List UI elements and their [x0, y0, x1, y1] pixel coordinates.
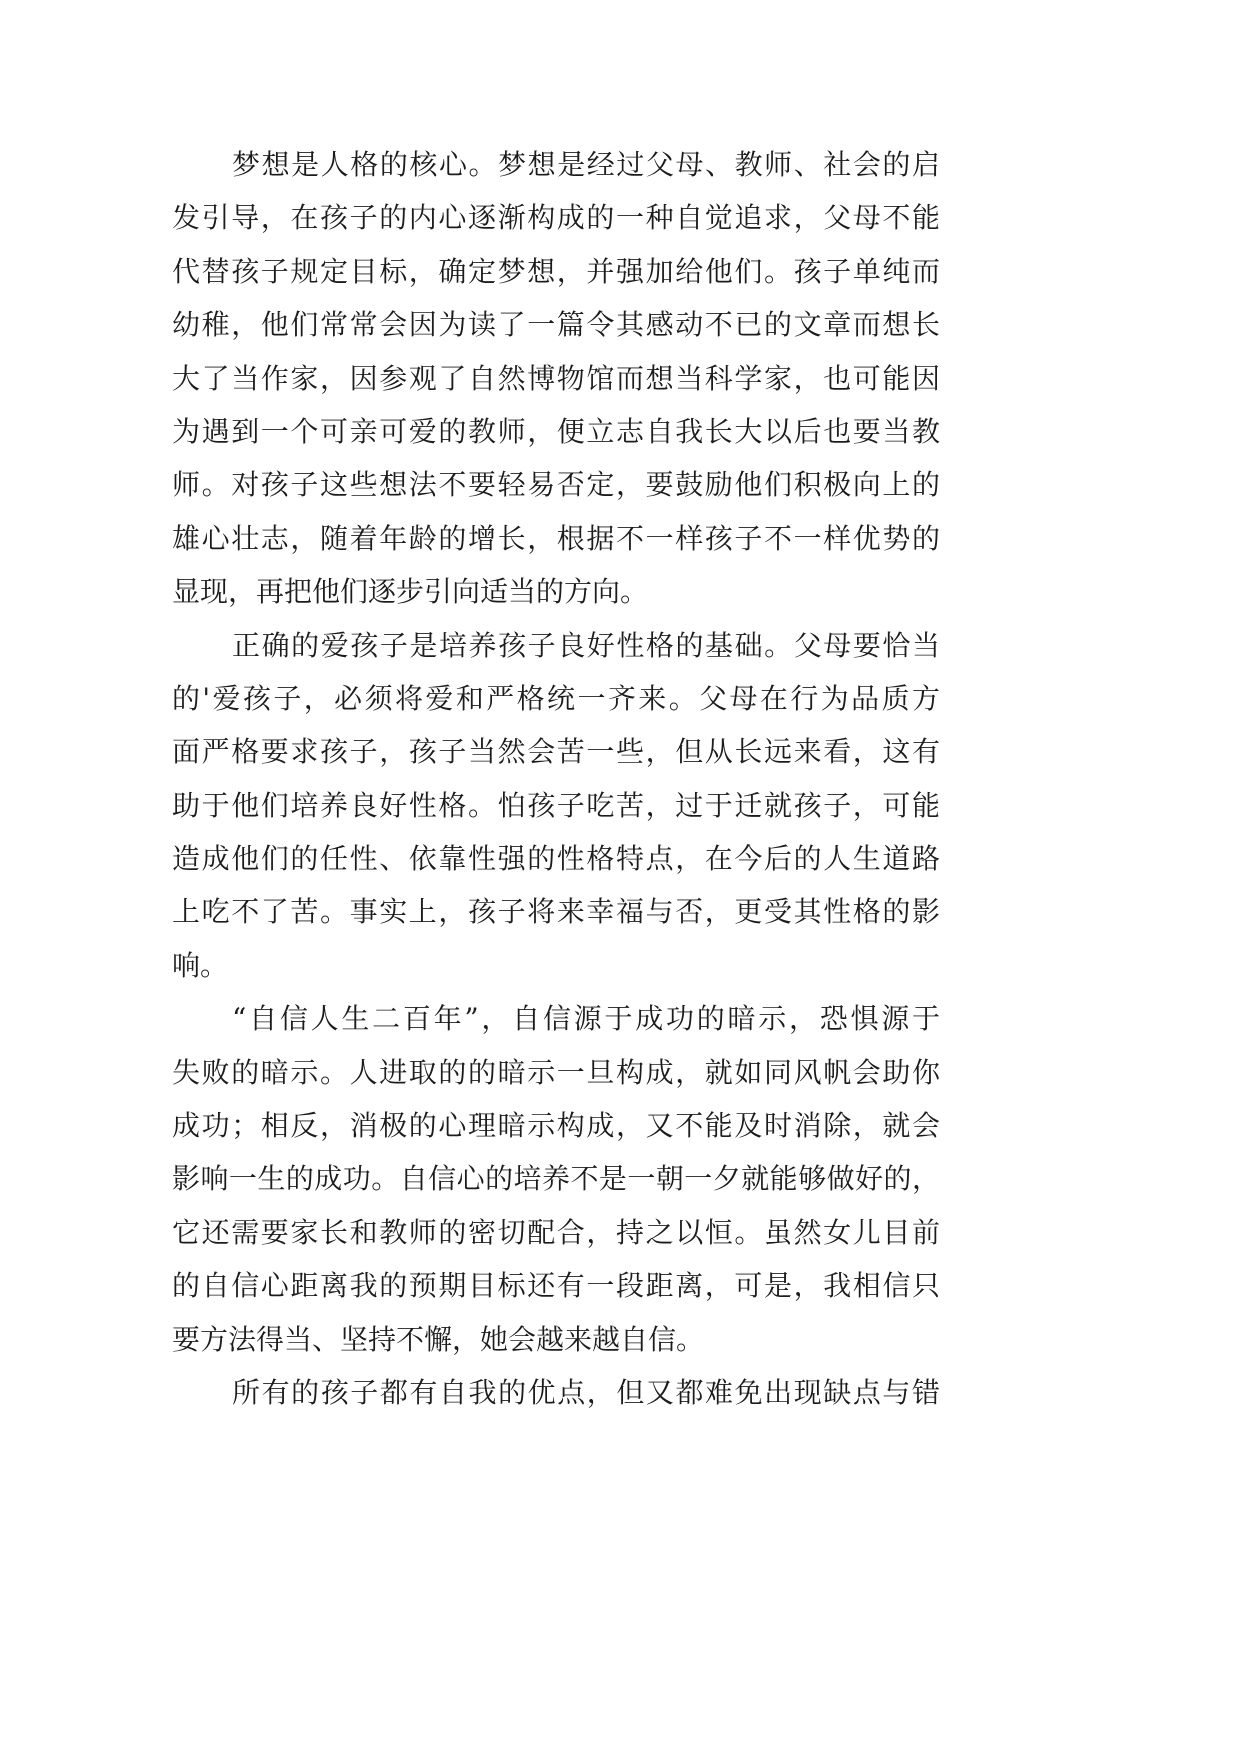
text-line: 代替孩子规定目标，确定梦想，并强加给他们。孩子单纯而 [172, 254, 940, 288]
text-line: 它还需要家长和教师的密切配合，持之以恒。虽然女儿目前 [172, 1215, 940, 1249]
text-line: 的自信心距离我的预期目标还有一段距离，可是，我相信只 [172, 1269, 940, 1303]
text-line: 影响一生的成功。自信心的培养不是一朝一夕就能够做好的， [172, 1162, 940, 1196]
text-line: 显现，再把他们逐步引向适当的方向。 [172, 575, 649, 609]
text-line: 大了当作家，因参观了自然博物馆而想当科学家，也可能因 [172, 361, 940, 395]
paragraph-strengths [172, 1366, 940, 1419]
text-line: 的'爱孩子，必须将爱和严格统一齐来。父母在行为品质方 [172, 681, 940, 715]
text-line: 上吃不了苦。事实上，孩子将来幸福与否，更受其性格的影 [172, 895, 940, 929]
paragraph-dream [172, 138, 940, 619]
text-line: 助于他们培养良好性格。怕孩子吃苦，过于迁就孩子，可能 [172, 788, 940, 822]
text-line: 梦想是人格的核心。梦想是经过父母、教师、社会的启 [232, 148, 940, 181]
text-line: 成功；相反，消极的心理暗示构成，又不能及时消除，就会 [172, 1109, 940, 1143]
text-line: 造成他们的任性、依靠性强的性格特点，在今后的人生道路 [172, 842, 940, 876]
text-line: 正确的爱孩子是培养孩子良好性格的基础。父母要恰当 [232, 628, 940, 662]
text-line: 所有的孩子都有自我的优点，但又都难免出现缺点与错 [232, 1375, 940, 1409]
text-line: 面严格要求孩子，孩子当然会苦一些，但从长远来看，这有 [172, 735, 940, 769]
text-line: 要方法得当、坚持不懈，她会越来越自信。 [172, 1322, 705, 1356]
text-line: 师。对孩子这些想法不要轻易否定，要鼓励他们积极向上的 [172, 468, 940, 502]
body-text [172, 138, 940, 1419]
text-line: 响。 [172, 948, 229, 982]
text-line: “自信人生二百年”，自信源于成功的暗示，恐惧源于 [232, 1002, 940, 1036]
text-line: 幼稚，他们常常会因为读了一篇令其感动不已的文章而想长 [172, 308, 940, 342]
text-line: 雄心壮志，随着年龄的增长，根据不一样孩子不一样优势的 [172, 521, 940, 555]
text-line: 失败的暗示。人进取的的暗示一旦构成，就如同风帆会助你 [172, 1055, 940, 1089]
text-line: 发引导，在孩子的内心逐渐构成的一种自觉追求，父母不能 [172, 201, 940, 235]
paragraph-love [172, 619, 940, 993]
text-line: 为遇到一个可亲可爱的教师，便立志自我长大以后也要当教 [172, 414, 940, 448]
paragraph-confidence [172, 992, 940, 1366]
